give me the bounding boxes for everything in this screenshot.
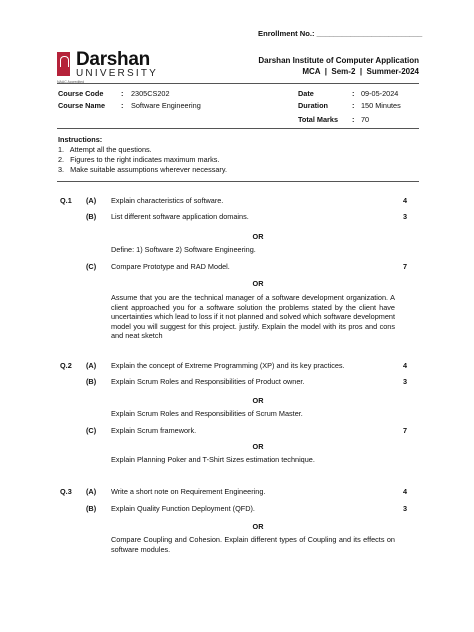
question-marks: 3 bbox=[403, 377, 408, 386]
course-code-value: 2305CS202 bbox=[131, 89, 170, 98]
question-marks: 4 bbox=[403, 487, 408, 496]
date-label: Date bbox=[298, 89, 314, 98]
subquestion-label: (B) bbox=[86, 212, 97, 221]
instruction-item: 3. Make suitable assumptions wherever necessary. bbox=[58, 165, 227, 174]
instructions-divider bbox=[57, 181, 419, 182]
course-name-sep: : bbox=[121, 101, 124, 110]
course-name-label: Course Name bbox=[58, 101, 106, 110]
duration-value: 150 Minutes bbox=[361, 101, 401, 110]
subquestion-label: (B) bbox=[86, 504, 97, 513]
question-marks: 7 bbox=[403, 262, 408, 271]
or-divider: OR bbox=[252, 232, 264, 241]
duration-label: Duration bbox=[298, 101, 328, 110]
instructions-title: Instructions: bbox=[58, 135, 103, 144]
logo-tagline: NAAC Accredited bbox=[57, 80, 85, 84]
total-marks-label: Total Marks bbox=[298, 115, 339, 124]
subquestion-label: (C) bbox=[86, 262, 97, 271]
logo-name: Darshan bbox=[76, 49, 150, 70]
question-text: Compare Coupling and Cohesion. Explain different types of Coupling and its effects on software modules. bbox=[111, 535, 395, 554]
question-marks: 4 bbox=[403, 196, 408, 205]
question-marks: 3 bbox=[403, 504, 408, 513]
course-code-sep: : bbox=[121, 89, 124, 98]
question-text: Explain Scrum Roles and Responsibilities of Scrum Master. bbox=[111, 409, 303, 418]
subquestion-label: (A) bbox=[86, 487, 97, 496]
date-value: 09-05-2024 bbox=[361, 89, 399, 98]
duration-sep: : bbox=[352, 101, 355, 110]
question-text: Explain Scrum Roles and Responsibilities of Product owner. bbox=[111, 377, 305, 386]
instruction-item: 1. Attempt all the questions. bbox=[58, 145, 152, 154]
question-text: Explain Planning Poker and T-Shirt Sizes estimation technique. bbox=[111, 455, 315, 464]
course-code-label: Course Code bbox=[58, 89, 104, 98]
total-marks-sep: : bbox=[352, 115, 355, 124]
question-text: Explain characteristics of software. bbox=[111, 196, 224, 205]
question-number: Q.3 bbox=[60, 487, 72, 496]
instruction-item: 2. Figures to the right indicates maximum marks. bbox=[58, 155, 220, 164]
question-marks: 4 bbox=[403, 361, 408, 370]
question-text: List different software application domains. bbox=[111, 212, 249, 221]
enrollment-field: Enrollment No.: _________________________ bbox=[258, 29, 423, 38]
question-text: Explain Quality Function Deployment (QFD). bbox=[111, 504, 255, 513]
logo-emblem-icon bbox=[57, 52, 70, 76]
question-text: Write a short note on Requirement Engineering. bbox=[111, 487, 266, 496]
question-marks: 7 bbox=[403, 426, 408, 435]
question-text: Explain Scrum framework. bbox=[111, 426, 197, 435]
question-marks: 3 bbox=[403, 212, 408, 221]
meta-divider bbox=[57, 128, 419, 129]
header-divider bbox=[57, 83, 419, 84]
question-number: Q.2 bbox=[60, 361, 72, 370]
subquestion-label: (A) bbox=[86, 361, 97, 370]
subquestion-label: (A) bbox=[86, 196, 97, 205]
logo-university: UNIVERSITY bbox=[76, 68, 159, 79]
or-divider: OR bbox=[252, 279, 264, 288]
subquestion-label: (C) bbox=[86, 426, 97, 435]
question-text: Define: 1) Software 2) Software Engineering. bbox=[111, 245, 256, 254]
or-divider: OR bbox=[252, 396, 264, 405]
course-name-value: Software Engineering bbox=[131, 101, 201, 110]
question-text: Assume that you are the technical manager of a software development organization. A client approached you for a software solution the problems stated by the client have uncertainties which lead to loss if it not planned and solved which software development model you will suggest for this project. justify. Explain the model with its pros and cons and neat sketch bbox=[111, 293, 395, 341]
question-text: Explain the concept of Extreme Programming (XP) and its key practices. bbox=[111, 361, 345, 370]
or-divider: OR bbox=[252, 442, 264, 451]
question-text: Compare Prototype and RAD Model. bbox=[111, 262, 230, 271]
date-sep: : bbox=[352, 89, 355, 98]
program-line: MCA | Sem-2 | Summer-2024 bbox=[302, 67, 419, 76]
subquestion-label: (B) bbox=[86, 377, 97, 386]
total-marks-value: 70 bbox=[361, 115, 370, 124]
question-number: Q.1 bbox=[60, 196, 72, 205]
institute-name: Darshan Institute of Computer Application bbox=[258, 56, 419, 65]
or-divider: OR bbox=[252, 522, 264, 531]
